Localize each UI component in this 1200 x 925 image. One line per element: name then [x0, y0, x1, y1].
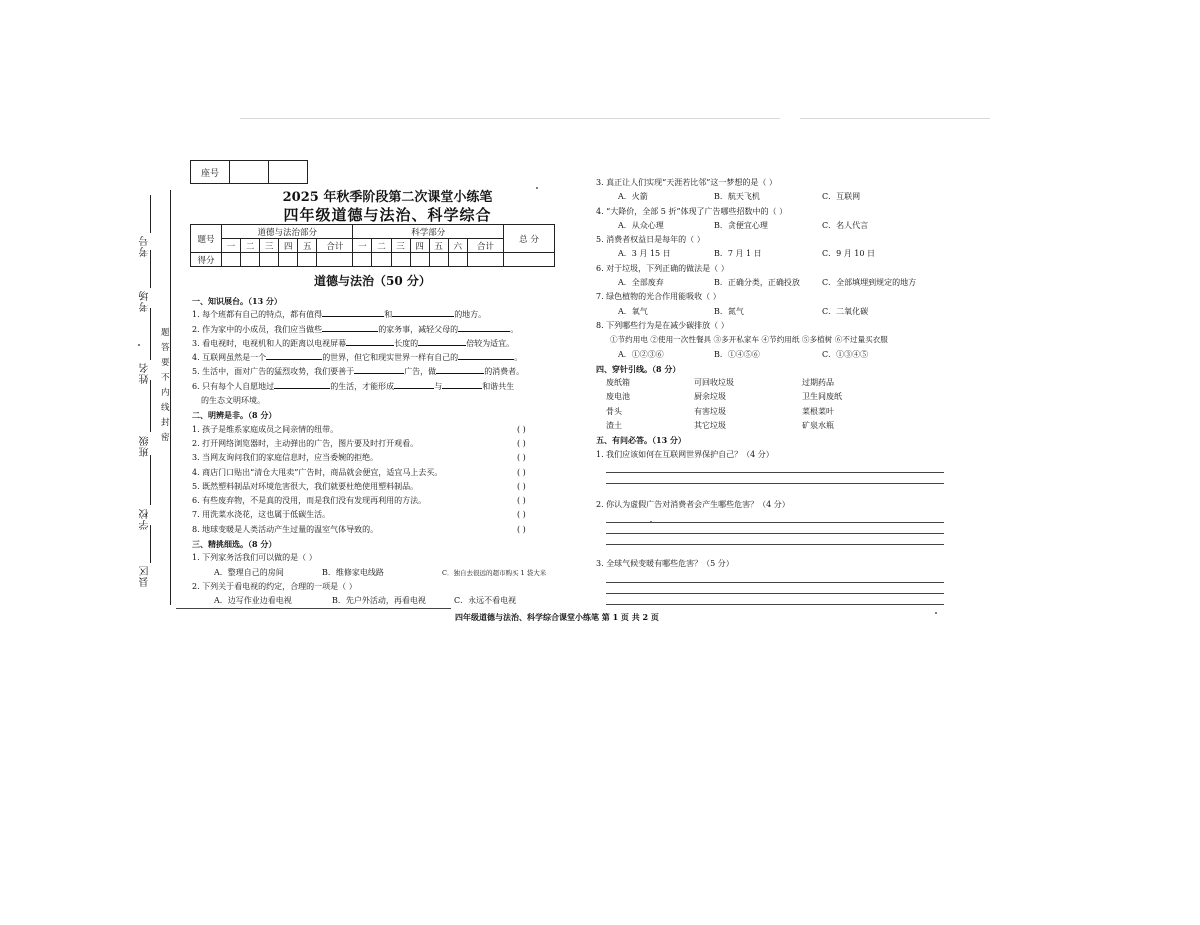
judge-item: 6. 有些废弃物，不是真的没用，而是我们没有发现再利用的方法。 ( )	[192, 494, 562, 508]
choice-q6-options	[596, 276, 956, 290]
option-c[interactable]: C．名人代言	[822, 220, 869, 230]
col-header: 五	[429, 239, 448, 253]
choice-q2-options	[192, 594, 562, 608]
option-c[interactable]: C．二氧化碳	[822, 306, 869, 316]
score-cell[interactable]	[260, 253, 279, 267]
score-cell[interactable]	[391, 253, 410, 267]
name-field	[150, 308, 151, 360]
option-a[interactable]: A．整理自己的房间	[214, 567, 284, 577]
col-header: 二	[241, 239, 260, 253]
fill-blank[interactable]	[346, 337, 394, 346]
option-b[interactable]: B．航天飞机	[714, 192, 760, 202]
section-title: 道德与法治（50 分）	[314, 274, 431, 288]
score-cell[interactable]	[222, 253, 241, 267]
fill-blank[interactable]	[394, 380, 434, 389]
fill-item-6-cont: 的生态文明环境。	[201, 396, 265, 406]
school-label: 学校	[140, 508, 151, 530]
answer-line[interactable]	[606, 534, 944, 545]
fill-blank[interactable]	[418, 337, 466, 346]
match-item[interactable]: 菜根菜叶	[802, 406, 834, 416]
fill-blank[interactable]	[274, 380, 330, 389]
judge-item: 4. 商店门口贴出“清仓大甩卖”广告时，商品就会便宜，适宜马上去买。 ( )	[192, 466, 562, 480]
match-category[interactable]: 厨余垃圾	[694, 392, 726, 402]
match-item[interactable]: 骨头	[606, 406, 622, 416]
answer-line[interactable]	[606, 462, 944, 473]
col-header: 三	[260, 239, 279, 253]
option-a[interactable]: A．氧气	[618, 306, 648, 316]
option-b[interactable]: B．先户外活动，再看电视	[332, 596, 426, 606]
seat-cell[interactable]	[230, 161, 269, 184]
fill-item-2: 2. 作为家中的小成员，我们应当做些 的家务事，减轻父母的 。	[192, 324, 519, 334]
answer-line[interactable]	[606, 473, 944, 484]
answer-line[interactable]	[606, 523, 944, 534]
judge-item: 5. 既然塑料制品对环境危害很大，我们就要杜绝使用塑料制品。 ( )	[192, 480, 562, 494]
option-b[interactable]: B．正确分类，正确投放	[714, 278, 800, 288]
fill-blank[interactable]	[322, 323, 378, 332]
fill-item-3: 3. 看电视时，电视机和人的距离以电视屏幕 长度的 倍较为适宜。	[192, 338, 515, 348]
school-field	[150, 455, 151, 505]
option-c[interactable]: C．独自去很远的超市购买 1 袋大米	[442, 568, 547, 577]
answer-paren[interactable]: ( )	[517, 496, 526, 506]
option-c[interactable]: C．9 月 10 日	[822, 249, 876, 259]
score-cell[interactable]	[410, 253, 429, 267]
match-row	[596, 390, 956, 404]
answer-paren[interactable]: ( )	[517, 467, 526, 477]
choice-q5: 5. 消费者权益日是每年的（ ）	[596, 235, 705, 245]
answer-paren[interactable]: ( )	[517, 481, 526, 491]
judge-item: 3. 当网友询问我们的家庭信息时，应当委婉的拒绝。 ( )	[192, 451, 562, 465]
essay-q2: 2. 你认为虚假广告对消费者会产生哪些危害？（4 分）	[596, 499, 790, 509]
score-cell[interactable]	[448, 253, 467, 267]
choice-q2: 2. 下列关于看电视的约定，合理的一项是（ ）	[192, 581, 357, 591]
fill-item-1: 1. 每个班都有自己的特点，都有值得 和 的地方。	[192, 310, 487, 320]
seat-number-box	[190, 160, 308, 184]
choice-q8: 8. 下列哪些行为是在减少碳排放（ ）	[596, 320, 729, 330]
match-row	[596, 376, 956, 390]
choice-q6: 6. 对于垃圾，下列正确的做法是（ ）	[596, 263, 729, 273]
fill-item-4: 4. 互联网虽然是一个 的世界，但它和现实世界一样有自己的 。	[192, 353, 523, 363]
score-cell[interactable]	[317, 253, 353, 267]
section5-heading: 五、有问必答。（13 分）	[596, 435, 686, 446]
score-cell[interactable]	[372, 253, 391, 267]
tihao-label: 题号	[191, 225, 222, 253]
fill-blank[interactable]	[436, 365, 484, 374]
answer-line[interactable]	[606, 572, 944, 583]
room-no-field	[150, 250, 151, 288]
answer-paren[interactable]: ( )	[517, 424, 526, 434]
answer-line[interactable]	[606, 583, 944, 594]
option-b[interactable]: B．7 月 1 日	[714, 249, 762, 259]
match-category[interactable]: 可回收垃圾	[694, 378, 734, 388]
answer-paren[interactable]: ( )	[517, 438, 526, 448]
col-header: 六	[448, 239, 467, 253]
essay-q3: 3. 全球气候变暖有哪些危害？（5 分）	[596, 559, 734, 569]
match-item[interactable]: 矿泉水瓶	[802, 421, 834, 431]
col-header: 一	[222, 239, 241, 253]
scan-speck	[650, 521, 652, 523]
match-category[interactable]: 其它垃圾	[694, 421, 726, 431]
fill-item-6: 6. 只有每个人自愿地过 的生活，才能形成 与 和谐共生	[192, 381, 515, 391]
choice-q8-options	[596, 348, 956, 362]
judge-item: 7. 用洗菜水浇花，这也属于低碳生活。 ( )	[192, 508, 562, 522]
judge-item: 1. 孩子是维系家庭成员之间亲情的纽带。 ( )	[192, 423, 562, 437]
match-item[interactable]: 渣土	[606, 421, 622, 431]
match-category[interactable]: 有害垃圾	[694, 406, 726, 416]
choice-q4-options	[596, 219, 956, 233]
right-column	[596, 176, 956, 605]
answer-line[interactable]	[606, 512, 944, 523]
option-a[interactable]: A．边写作业边看电视	[214, 596, 292, 606]
match-item[interactable]: 废纸箱	[606, 378, 630, 388]
col-header: 合计	[317, 239, 353, 253]
choice-q1-options	[192, 566, 562, 580]
seat-cell[interactable]	[269, 161, 308, 184]
fill-blank[interactable]	[392, 308, 454, 317]
page-bottom-edge	[176, 608, 451, 609]
class-label: 班级	[140, 435, 151, 457]
county-label: 县区	[140, 565, 151, 587]
part1-header: 道德与法治部分	[222, 225, 353, 239]
page-footer: 四年级道德与法治、科学综合课堂小练笔 第 1 页 共 2 页	[455, 612, 659, 622]
section3-heading: 三、精挑细选。（8 分）	[192, 539, 277, 550]
answer-paren[interactable]: ( )	[517, 510, 526, 520]
answer-paren[interactable]: ( )	[517, 453, 526, 463]
seal-line-text: 题 答 要 不 内 线 封 密	[161, 328, 170, 443]
option-a[interactable]: A．3 月 15 日	[618, 249, 671, 259]
left-column	[192, 294, 562, 609]
score-cell[interactable]	[429, 253, 448, 267]
score-cell[interactable]	[353, 253, 372, 267]
option-c[interactable]: C．①③④⑤	[822, 349, 869, 359]
match-item[interactable]: 卫生间废纸	[802, 392, 842, 402]
section2-heading: 二、明辨是非。（8 分）	[192, 410, 277, 421]
col-header: 五	[298, 239, 317, 253]
col-header: 二	[372, 239, 391, 253]
exam-no-label: 考号	[140, 235, 151, 257]
col-header: 合计	[467, 239, 503, 253]
choice-q5-options	[596, 247, 956, 261]
scan-speck	[536, 187, 538, 189]
total-header: 总 分	[504, 225, 555, 253]
option-c[interactable]: C．互联网	[822, 192, 861, 202]
fill-item-5: 5. 生活中，面对广告的猛烈攻势，我们要善于 广告，做 的消费者。	[192, 367, 525, 377]
choice-q7-options	[596, 305, 956, 319]
match-item[interactable]: 废电池	[606, 392, 630, 402]
scan-speck	[138, 344, 140, 346]
choice-q4: 4. “大降价，全部 5 折”体现了广告哪些招数中的（ ）	[596, 206, 788, 216]
county-field	[150, 525, 151, 563]
part2-header: 科学部分	[353, 225, 504, 239]
option-a[interactable]: A．从众心理	[618, 220, 664, 230]
col-header: 四	[279, 239, 298, 253]
fill-blank[interactable]	[266, 351, 322, 360]
room-no-label: 考场	[140, 290, 151, 312]
score-table	[190, 224, 555, 267]
class-field	[150, 380, 151, 432]
fill-blank[interactable]	[322, 308, 384, 317]
choice-q1: 1. 下列家务活我们可以做的是（ ）	[192, 553, 317, 563]
option-b[interactable]: B．维修家电线路	[322, 567, 384, 577]
fill-blank[interactable]	[354, 365, 404, 374]
answer-paren[interactable]: ( )	[517, 524, 526, 534]
option-b[interactable]: B．氮气	[714, 306, 744, 316]
col-header: 四	[410, 239, 429, 253]
defen-label: 得分	[191, 253, 222, 267]
choice-q3-options	[596, 190, 956, 204]
seat-label: 座号	[191, 161, 230, 184]
match-item[interactable]: 过期药品	[802, 378, 834, 388]
answer-line[interactable]	[606, 594, 944, 605]
match-row	[596, 405, 956, 419]
fill-blank[interactable]	[458, 323, 510, 332]
judge-item: 8. 地球变暖是人类活动产生过量的温室气体导致的。 ( )	[192, 523, 562, 537]
choice-q3: 3. 真正让人们实现“天涯若比邻”这一梦想的是（ ）	[596, 178, 777, 187]
option-b[interactable]: B．①④⑤⑥	[714, 349, 760, 359]
judge-item: 2. 打开网络浏览器时，主动弹出的广告，图片要及时打开观看。 ( )	[192, 437, 562, 451]
exam-no-field	[150, 195, 151, 233]
option-a[interactable]: A．全部废弃	[618, 278, 664, 288]
option-c[interactable]: C．全部填埋到规定的地方	[822, 278, 917, 288]
exam-subtitle: 四年级道德与法治、科学综合	[283, 206, 492, 224]
choice-q7: 7. 绿色植物的光合作用能吸收（ ）	[596, 292, 721, 302]
option-b[interactable]: B．贪便宜心理	[714, 220, 768, 230]
fill-blank[interactable]	[458, 351, 514, 360]
choice-q8-list: ①节约用电 ②使用一次性餐具 ③多开私家车 ④节约用纸 ⑤多植树 ⑥不过量买衣服	[610, 335, 888, 345]
score-cell[interactable]	[241, 253, 260, 267]
name-label: 姓名	[140, 362, 151, 384]
option-a[interactable]: A．①②③⑥	[618, 349, 664, 359]
fill-blank[interactable]	[442, 380, 482, 389]
scan-speck	[935, 612, 937, 614]
col-header: 三	[391, 239, 410, 253]
col-header: 一	[353, 239, 372, 253]
score-cell[interactable]	[467, 253, 503, 267]
essay-q1: 1. 我们应该如何在互联网世界保护自己？（4 分）	[596, 449, 774, 459]
exam-title: 2025 年秋季阶段第二次课堂小练笔	[282, 190, 493, 205]
score-cell[interactable]	[504, 253, 555, 267]
score-cell[interactable]	[298, 253, 317, 267]
section1-heading: 一、知识展台。（13 分）	[192, 296, 282, 306]
score-cell[interactable]	[279, 253, 298, 267]
option-c[interactable]: C．永远不看电视	[454, 596, 517, 606]
option-a[interactable]: A．火箭	[618, 192, 648, 202]
match-row	[596, 419, 956, 433]
section4-heading: 四、穿针引线。（8 分）	[596, 363, 681, 374]
